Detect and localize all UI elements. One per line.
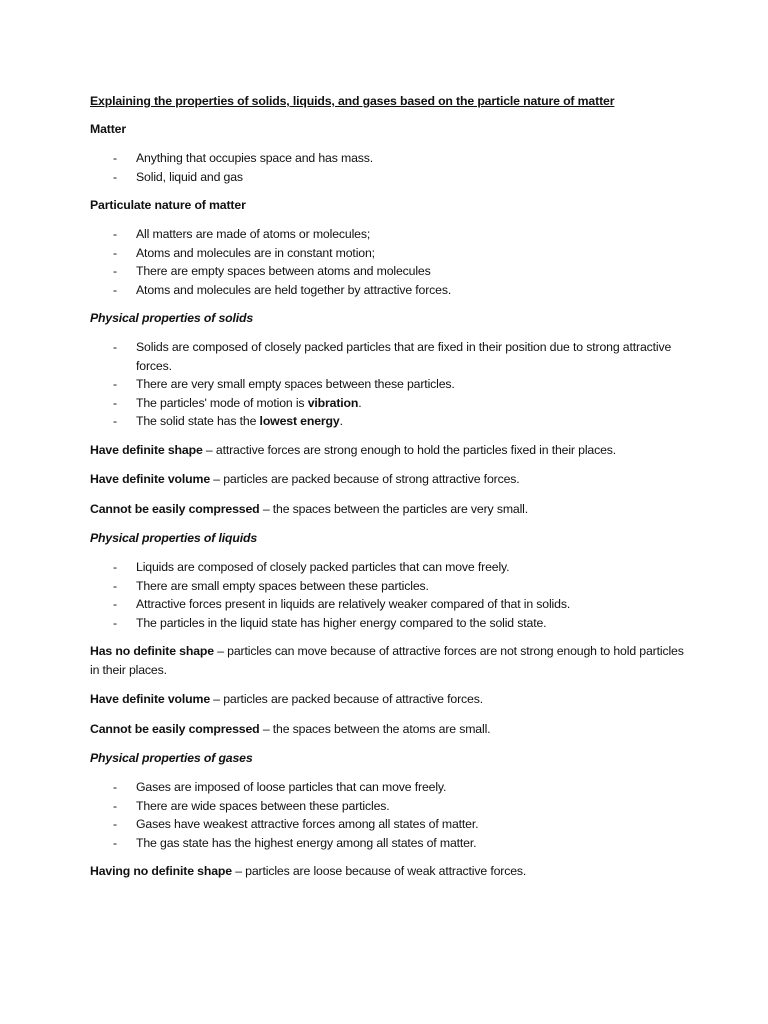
list-item: [90, 375, 690, 394]
property-paragraph: [90, 441, 690, 460]
list-item: [90, 595, 690, 614]
emphasis-text: vibration: [307, 395, 359, 410]
property-paragraph: [90, 720, 690, 739]
property-paragraph: [90, 642, 690, 679]
list-item: [90, 281, 690, 300]
list-item: [90, 577, 690, 596]
list-item-text: Atoms and molecules are in constant motion;: [136, 245, 375, 260]
document-body: [90, 92, 690, 892]
list-item: [90, 168, 690, 187]
document-title: Explaining the properties of solids, liquids, and gases based on the particle nature of matter: [90, 94, 615, 108]
property-term: Have definite volume: [90, 472, 211, 486]
dash-bullet: -: [113, 227, 117, 241]
list-item: [90, 614, 690, 633]
dash-bullet: -: [113, 151, 117, 165]
property-text: – particles are loose because of weak attractive forces.: [231, 864, 527, 878]
property-text: – particles can move because of attractive forces are not strong enough to hold particles in their places.: [90, 644, 684, 677]
property-term: Cannot be easily compressed: [90, 721, 260, 736]
list-item: [90, 412, 690, 431]
dash-bullet: -: [113, 377, 117, 391]
solids-list: [90, 338, 690, 431]
list-item-text: .: [339, 414, 343, 428]
property-term: Have definite shape: [90, 442, 203, 457]
dash-bullet: -: [113, 282, 117, 297]
dash-bullet: -: [113, 169, 117, 184]
list-item-text: Liquids are composed of closely packed particles that can move freely.: [136, 560, 510, 574]
list-item-text: The particles in the liquid state has higher energy compared to the solid state.: [136, 615, 547, 630]
list-item: [90, 778, 690, 797]
property-paragraph: [90, 470, 690, 489]
property-term: Has no definite shape: [90, 644, 214, 658]
property-term: Cannot be easily compressed: [90, 501, 260, 516]
dash-bullet: -: [113, 340, 117, 354]
property-paragraph: [90, 690, 690, 709]
emphasis-text: lowest energy: [259, 414, 340, 428]
dash-bullet: -: [113, 798, 117, 813]
list-item-text: Solid, liquid and gas: [136, 169, 243, 184]
property-text: – the spaces between the particles are very small.: [259, 501, 529, 516]
dash-bullet: -: [113, 395, 117, 410]
dash-bullet: -: [113, 414, 117, 428]
list-item: [90, 262, 690, 281]
list-item-text: The particles' mode of motion is: [136, 395, 308, 410]
list-item: [90, 558, 690, 577]
list-item-text: There are wide spaces between these particles.: [136, 798, 390, 813]
dash-bullet: -: [113, 578, 117, 593]
property-text: – particles are packed because of strong attractive forces.: [210, 472, 520, 486]
list-item-text: .: [358, 395, 362, 410]
solids-heading: Physical properties of solids: [90, 311, 254, 325]
property-text: – the spaces between the atoms are small.: [259, 721, 491, 736]
dash-bullet: -: [113, 835, 117, 850]
liquids-list: [90, 558, 690, 632]
particulate-heading: Particulate nature of matter: [90, 198, 246, 212]
property-term: Have definite volume: [90, 692, 211, 706]
dash-bullet: -: [113, 817, 117, 831]
list-item-text: Solids are composed of closely packed particles that are fixed in their position due to strong attractive forces.: [136, 340, 672, 373]
property-text: – particles are packed because of attractive forces.: [210, 692, 483, 706]
list-item: [90, 244, 690, 263]
property-paragraph: [90, 862, 690, 881]
matter-list: [90, 149, 690, 186]
matter-heading: Matter: [90, 122, 126, 136]
list-item-text: Attractive forces present in liquids are relatively weaker compared of that in solids.: [136, 597, 571, 611]
liquids-heading: Physical properties of liquids: [90, 531, 258, 545]
list-item-text: The gas state has the highest energy among all states of matter.: [136, 835, 477, 850]
dash-bullet: -: [113, 245, 117, 260]
list-item-text: All matters are made of atoms or molecules;: [136, 227, 371, 241]
gases-heading: Physical properties of gases: [90, 751, 253, 765]
property-text: – attractive forces are strong enough to hold the particles fixed in their places.: [202, 442, 617, 457]
particulate-list: [90, 225, 690, 299]
list-item: [90, 834, 690, 853]
list-item-text: There are very small empty spaces between these particles.: [136, 377, 455, 391]
property-paragraph: [90, 500, 690, 519]
list-item-text: Gases have weakest attractive forces among all states of matter.: [136, 817, 479, 831]
dash-bullet: -: [113, 264, 117, 278]
dash-bullet: -: [113, 560, 117, 574]
list-item-text: Anything that occupies space and has mass.: [136, 151, 374, 165]
list-item: [90, 338, 690, 375]
dash-bullet: -: [113, 780, 117, 794]
property-term: Having no definite shape: [90, 864, 232, 878]
list-item-text: The solid state has the: [136, 414, 260, 428]
list-item-text: There are empty spaces between atoms and molecules: [136, 264, 431, 278]
list-item: [90, 225, 690, 244]
gases-list: [90, 778, 690, 852]
list-item: [90, 149, 690, 168]
list-item-text: Atoms and molecules are held together by attractive forces.: [136, 282, 452, 297]
list-item: [90, 394, 690, 413]
list-item: [90, 797, 690, 816]
list-item: [90, 815, 690, 834]
dash-bullet: -: [113, 615, 117, 630]
list-item-text: Gases are imposed of loose particles that can move freely.: [136, 780, 447, 794]
dash-bullet: -: [113, 597, 117, 611]
list-item-text: There are small empty spaces between these particles.: [136, 578, 429, 593]
